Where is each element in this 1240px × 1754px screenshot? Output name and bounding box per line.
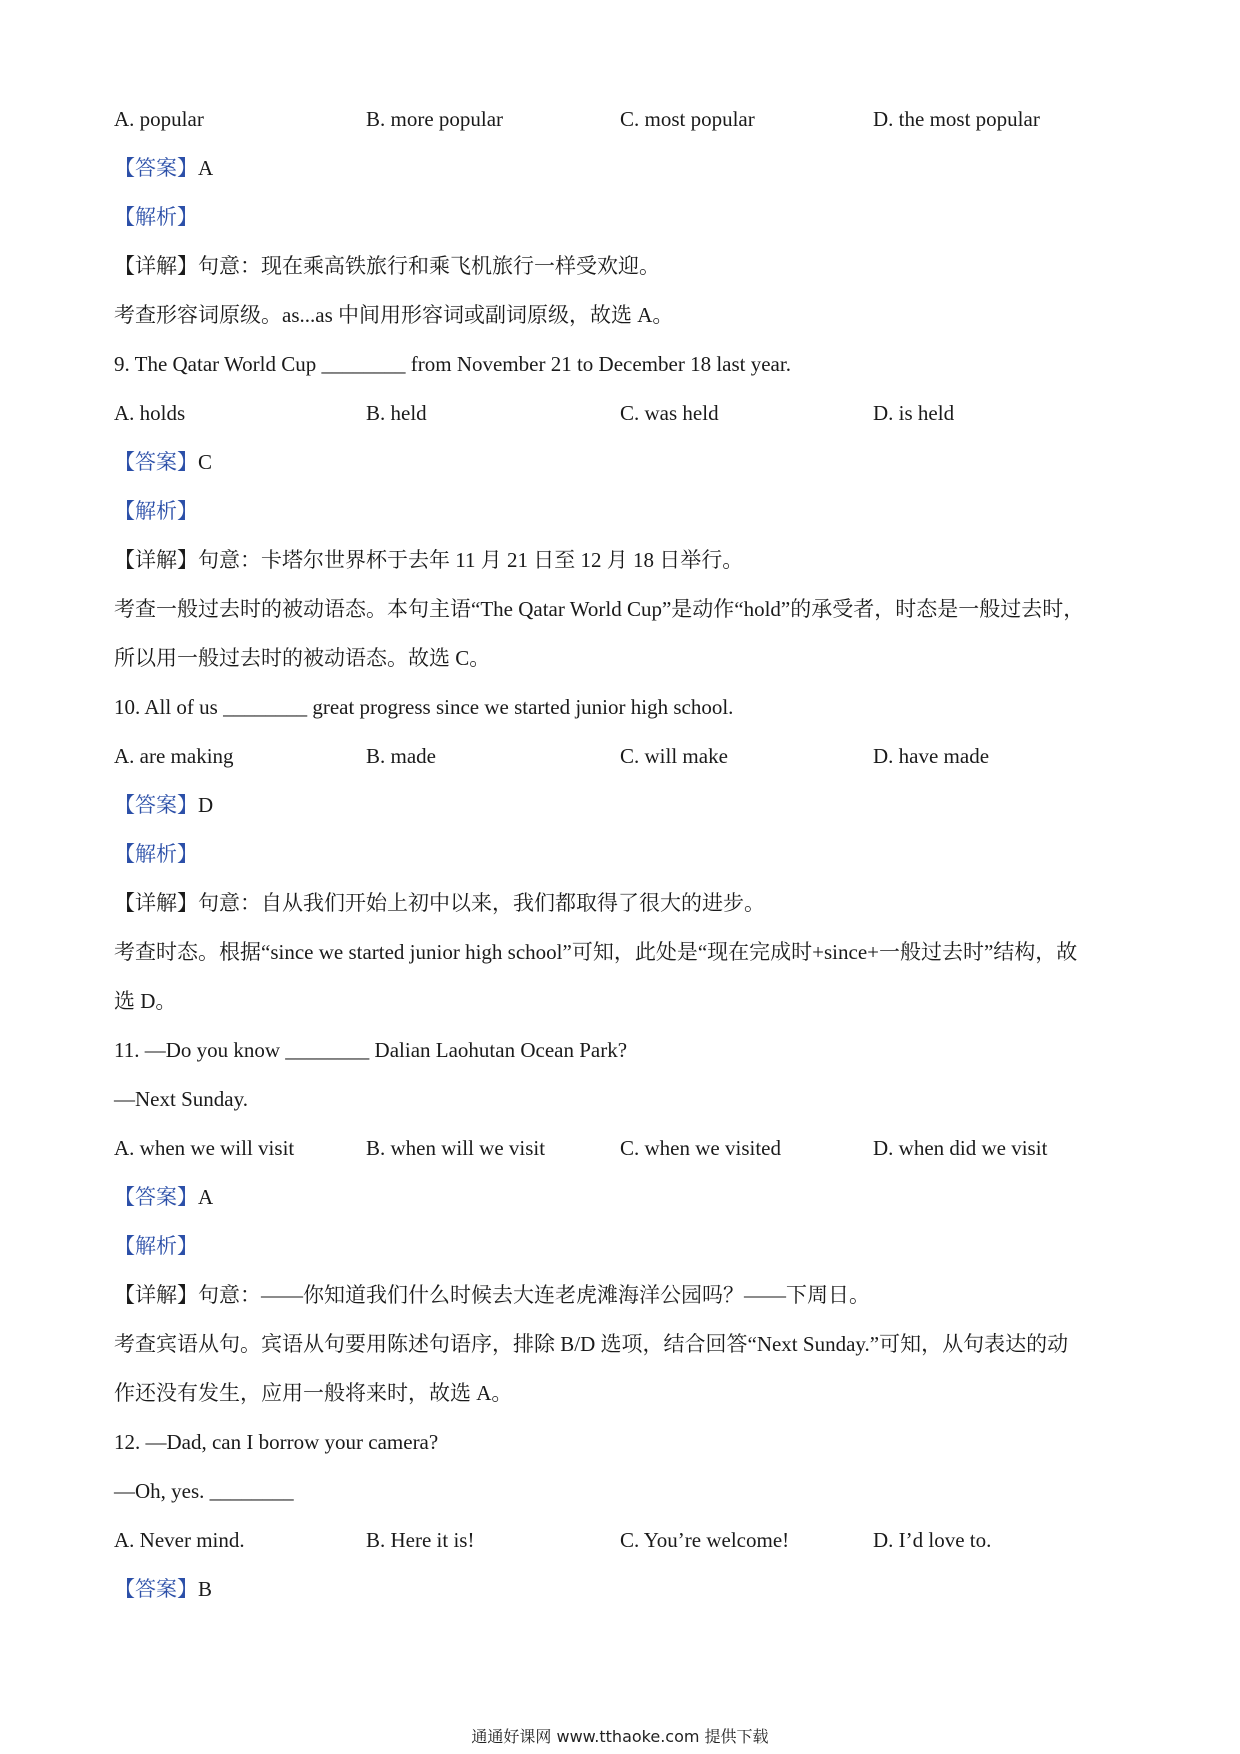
- q9-option-a: A. holds: [114, 401, 186, 425]
- answer-value: C: [198, 450, 213, 474]
- q10-explanation-line-2: 选 D。: [114, 989, 177, 1013]
- q12-option-b: B. Here it is!: [366, 1528, 475, 1552]
- q12-answer: [114, 1574, 1134, 1604]
- detail-tag: 【详解】: [114, 548, 198, 572]
- q8-option-d: D. the most popular: [873, 107, 1040, 131]
- q10-explanation-line-1: 考查时态。根据“since we started junior high school”可知，此处是“现在完成时+since+一般过去时”结构，故: [114, 940, 1078, 964]
- q11-detail: [114, 1280, 1134, 1310]
- q11-reply: —Next Sunday.: [114, 1087, 248, 1111]
- detail-tag: 【详解】: [114, 891, 198, 915]
- analysis-tag: 【解析】: [114, 842, 198, 866]
- q10-question: 10. All of us ________ great progress since we started junior high school.: [114, 695, 734, 719]
- detail-tag: 【详解】: [114, 254, 198, 278]
- q8-detail: [114, 251, 1134, 281]
- q12-question: 12. —Dad, can I borrow your camera?: [114, 1430, 439, 1454]
- q8-option-b: B. more popular: [366, 107, 504, 131]
- q11-options: [114, 1133, 1134, 1163]
- q8-answer: [114, 153, 1134, 183]
- page-footer: 通通好课网 www.tthaoke.com 提供下载: [471, 1727, 769, 1746]
- q11-explanation-line-1: 考查宾语从句。宾语从句要用陈述句语序，排除 B/D 选项，结合回答“Next Sunday.”可知，从句表达的动: [114, 1332, 1069, 1356]
- q11-option-d: D. when did we visit: [873, 1136, 1048, 1160]
- q9-option-d: D. is held: [873, 401, 955, 425]
- q11-option-c: C. when we visited: [620, 1136, 781, 1160]
- detail-text: 句意：自从我们开始上初中以来，我们都取得了很大的进步。: [198, 891, 765, 915]
- q10-options: [114, 741, 1134, 771]
- q9-analysis: [114, 496, 1134, 526]
- detail-text: 句意：卡塔尔世界杯于去年 11 月 21 日至 12 月 18 日举行。: [198, 548, 744, 572]
- q11-option-b: B. when will we visit: [366, 1136, 546, 1160]
- q8-option-c: C. most popular: [620, 107, 755, 131]
- q8-analysis: [114, 202, 1134, 232]
- analysis-tag: 【解析】: [114, 499, 198, 523]
- q11-explanation-line-2: 作还没有发生，应用一般将来时，故选 A。: [114, 1381, 513, 1405]
- answer-value: B: [198, 1577, 213, 1601]
- q12-option-d: D. I’d love to.: [873, 1528, 992, 1552]
- q8-option-a: A. popular: [114, 107, 204, 131]
- analysis-tag: 【解析】: [114, 1234, 198, 1258]
- answer-value: D: [198, 793, 214, 817]
- answer-tag: 【答案】: [114, 156, 198, 180]
- detail-text: 句意：现在乘高铁旅行和乘飞机旅行一样受欢迎。: [198, 254, 660, 278]
- q12-options: [114, 1525, 1134, 1555]
- answer-tag: 【答案】: [114, 450, 198, 474]
- q9-question: 9. The Qatar World Cup ________ from November 21 to December 18 last year.: [114, 352, 791, 376]
- q9-explanation-line-1: 考查一般过去时的被动语态。本句主语“The Qatar World Cup”是动作“hold”的承受者，时态是一般过去时，: [114, 597, 1085, 621]
- q11-answer: [114, 1182, 1134, 1212]
- analysis-tag: 【解析】: [114, 205, 198, 229]
- q8-explanation: 考查形容词原级。as...as 中间用形容词或副词原级，故选 A。: [114, 303, 674, 327]
- q9-option-c: C. was held: [620, 401, 719, 425]
- q10-option-b: B. made: [366, 744, 436, 768]
- q9-detail: [114, 545, 1134, 575]
- q10-detail: [114, 888, 1134, 918]
- q9-option-b: B. held: [366, 401, 427, 425]
- q12-option-c: C. You’re welcome!: [620, 1528, 790, 1552]
- answer-value: A: [198, 1185, 214, 1209]
- q10-option-c: C. will make: [620, 744, 728, 768]
- q11-analysis: [114, 1231, 1134, 1261]
- q10-answer: [114, 790, 1134, 820]
- q12-option-a: A. Never mind.: [114, 1528, 245, 1552]
- q10-analysis: [114, 839, 1134, 869]
- detail-tag: 【详解】: [114, 1283, 198, 1307]
- q12-reply: —Oh, yes. ________: [114, 1479, 294, 1503]
- q10-option-d: D. have made: [873, 744, 990, 768]
- detail-text: 句意：——你知道我们什么时候去大连老虎滩海洋公园吗？——下周日。: [198, 1283, 870, 1307]
- q11-question: 11. —Do you know ________ Dalian Laohutan Ocean Park?: [114, 1038, 628, 1062]
- q11-option-a: A. when we will visit: [114, 1136, 295, 1160]
- q8-options: [114, 104, 1134, 134]
- q9-answer: [114, 447, 1134, 477]
- q9-options: [114, 398, 1134, 428]
- q10-option-a: A. are making: [114, 744, 234, 768]
- answer-value: A: [198, 156, 214, 180]
- answer-tag: 【答案】: [114, 793, 198, 817]
- q9-explanation-line-2: 所以用一般过去时的被动语态。故选 C。: [114, 646, 491, 670]
- answer-tag: 【答案】: [114, 1185, 198, 1209]
- answer-tag: 【答案】: [114, 1577, 198, 1601]
